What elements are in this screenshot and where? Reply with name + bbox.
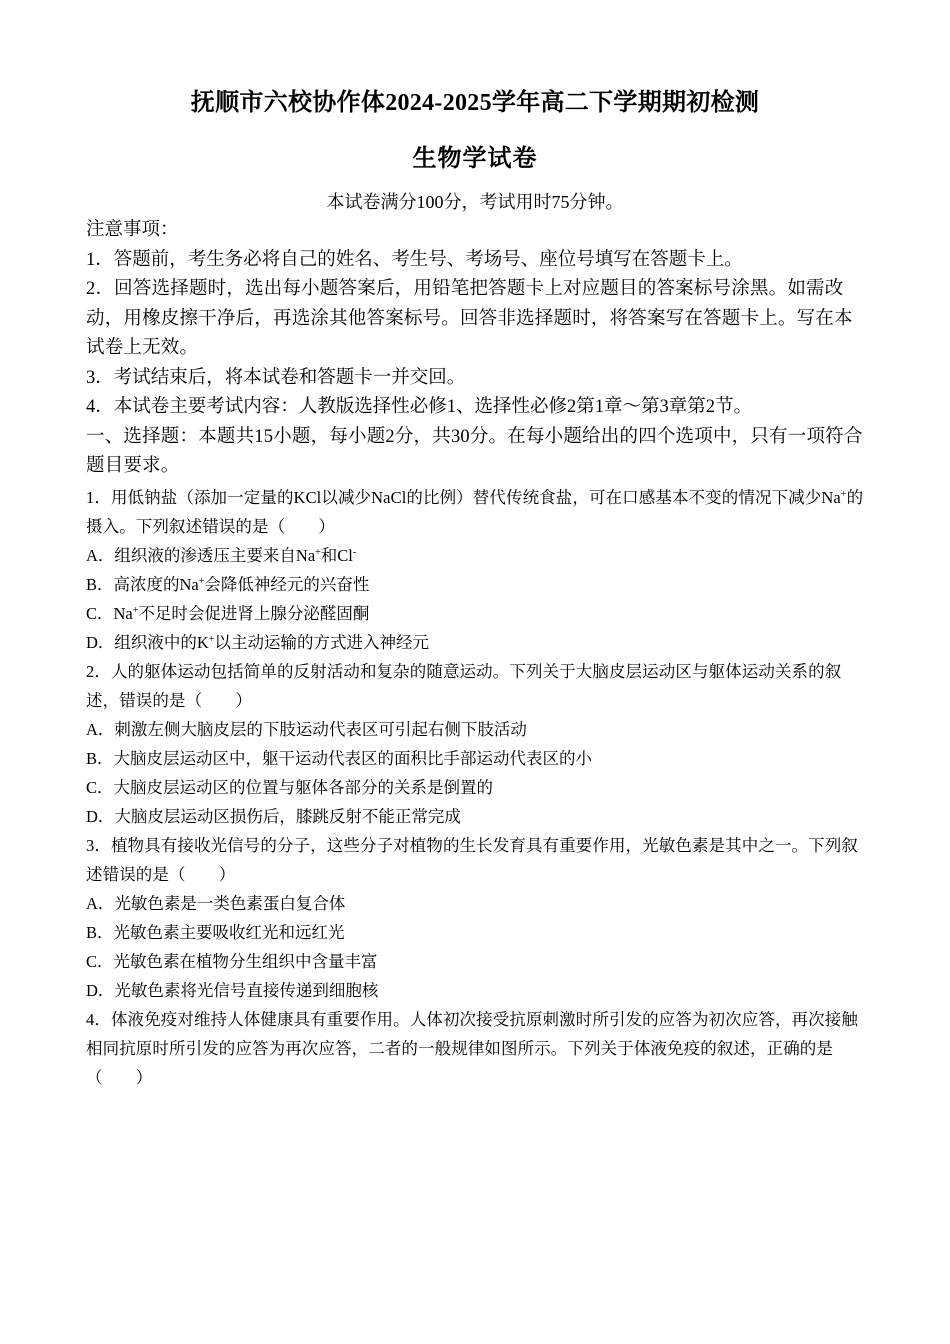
question-2-option-c: C．大脑皮层运动区的位置与躯体各部分的关系是倒置的 xyxy=(86,778,494,797)
questions-section xyxy=(86,483,866,1092)
question-1-stem-text-a: 1．用低钠盐（添加一定量的KCl以减少NaCl的比例）替代传统食盐，可在口感基本不变的情况下减少Na xyxy=(86,488,841,507)
superscript: + xyxy=(315,547,321,558)
question-3-stem: 3．植物具有接收光信号的分子，这些分子对植物的生长发育具有重要作用，光敏色素是其中之一。下列叙述错误的是（ ） xyxy=(86,836,858,884)
superscript: - xyxy=(352,547,357,558)
note-item-3: 3．考试结束后，将本试卷和答题卡一并交回。 xyxy=(86,367,466,388)
option-text: 不足时会促进肾上腺分泌醛固酮 xyxy=(138,604,370,623)
question-2-option-d: D．大脑皮层运动区损伤后，膝跳反射不能正常完成 xyxy=(86,807,461,826)
option-text: A．组织液的渗透压主要来自Na xyxy=(86,546,316,565)
option-text: 会降低神经元的兴奋性 xyxy=(204,575,370,594)
question-3-option-c: C．光敏色素在植物分生组织中含量丰富 xyxy=(86,952,378,971)
option-text: 以主动运输的方式进入神经元 xyxy=(214,633,429,652)
exam-subject-title: 生物学试卷 xyxy=(412,146,538,172)
notes-section xyxy=(86,216,866,482)
question-3-option-a: A．光敏色素是一类色素蛋白复合体 xyxy=(86,894,346,913)
notes-heading: 注意事项： xyxy=(86,220,179,240)
note-item-2: 2．回答选择题时，选出每小题答案后，用铅笔把答题卡上对应题目的答案标号涂黑。如需改动，用橡皮擦干净后，再选涂其他答案标号。回答非选择题时，将答案写在答题卡上。写在本试卷上无效。 xyxy=(86,279,853,358)
note-item-1: 1．答题前，考生务必将自己的姓名、考生号、考场号、座位号填写在答题卡上。 xyxy=(86,249,743,270)
question-1-option-d xyxy=(86,628,866,657)
question-1-option-b xyxy=(86,570,866,599)
question-2-stem: 2．人的躯体运动包括简单的反射活动和复杂的随意运动。下列关于大脑皮层运动区与躯体运动关系的叙述，错误的是（ ） xyxy=(86,662,842,710)
question-2-option-a: A．刺激左侧大脑皮层的下肢运动代表区可引起右侧下肢活动 xyxy=(86,720,527,739)
superscript: + xyxy=(132,605,139,616)
question-1-stem-text-b: 的摄入。下列叙述错误的是（ ） xyxy=(86,488,864,536)
question-3-option-d: D．光敏色素将光信号直接传递到细胞核 xyxy=(86,981,379,1000)
option-text: B．高浓度的Na xyxy=(86,575,199,594)
question-1-option-c xyxy=(86,599,866,628)
exam-info: 本试卷满分100分，考试用时75分钟。 xyxy=(326,192,624,212)
exam-title: 抚顺市六校协作体2024-2025学年高二下学期期初检测 xyxy=(190,90,760,116)
superscript: + xyxy=(198,576,205,587)
question-1-stem xyxy=(86,483,866,541)
question-1-option-a xyxy=(86,541,866,570)
note-item-4: 4．本试卷主要考试内容：人教版选择性必修1、选择性必修2第1章～第3章第2节。 xyxy=(86,397,753,417)
option-text: 和Cl xyxy=(320,546,353,565)
superscript: + xyxy=(208,634,215,645)
superscript: + xyxy=(840,489,847,500)
question-2-option-b: B．大脑皮层运动区中，躯干运动代表区的面积比手部运动代表区的小 xyxy=(86,749,593,768)
section-heading: 一、选择题：本题共15小题，每小题2分，共30分。在每小题给出的四个选项中，只有一项符合题目要求。 xyxy=(86,426,863,476)
question-3-option-b: B．光敏色素主要吸收红光和远红光 xyxy=(86,923,345,942)
question-4-stem: 4．体液免疫对维持人体健康具有重要作用。人体初次接受抗原刺激时所引发的应答为初次应答，再次接触相同抗原时所引发的应答为再次应答，二者的一般规律如图所示。下列关于体液免疫的叙述，正确的是（ ） xyxy=(86,1010,858,1087)
option-text: C．Na xyxy=(86,604,133,623)
option-text: D．组织液中的K xyxy=(86,633,209,652)
